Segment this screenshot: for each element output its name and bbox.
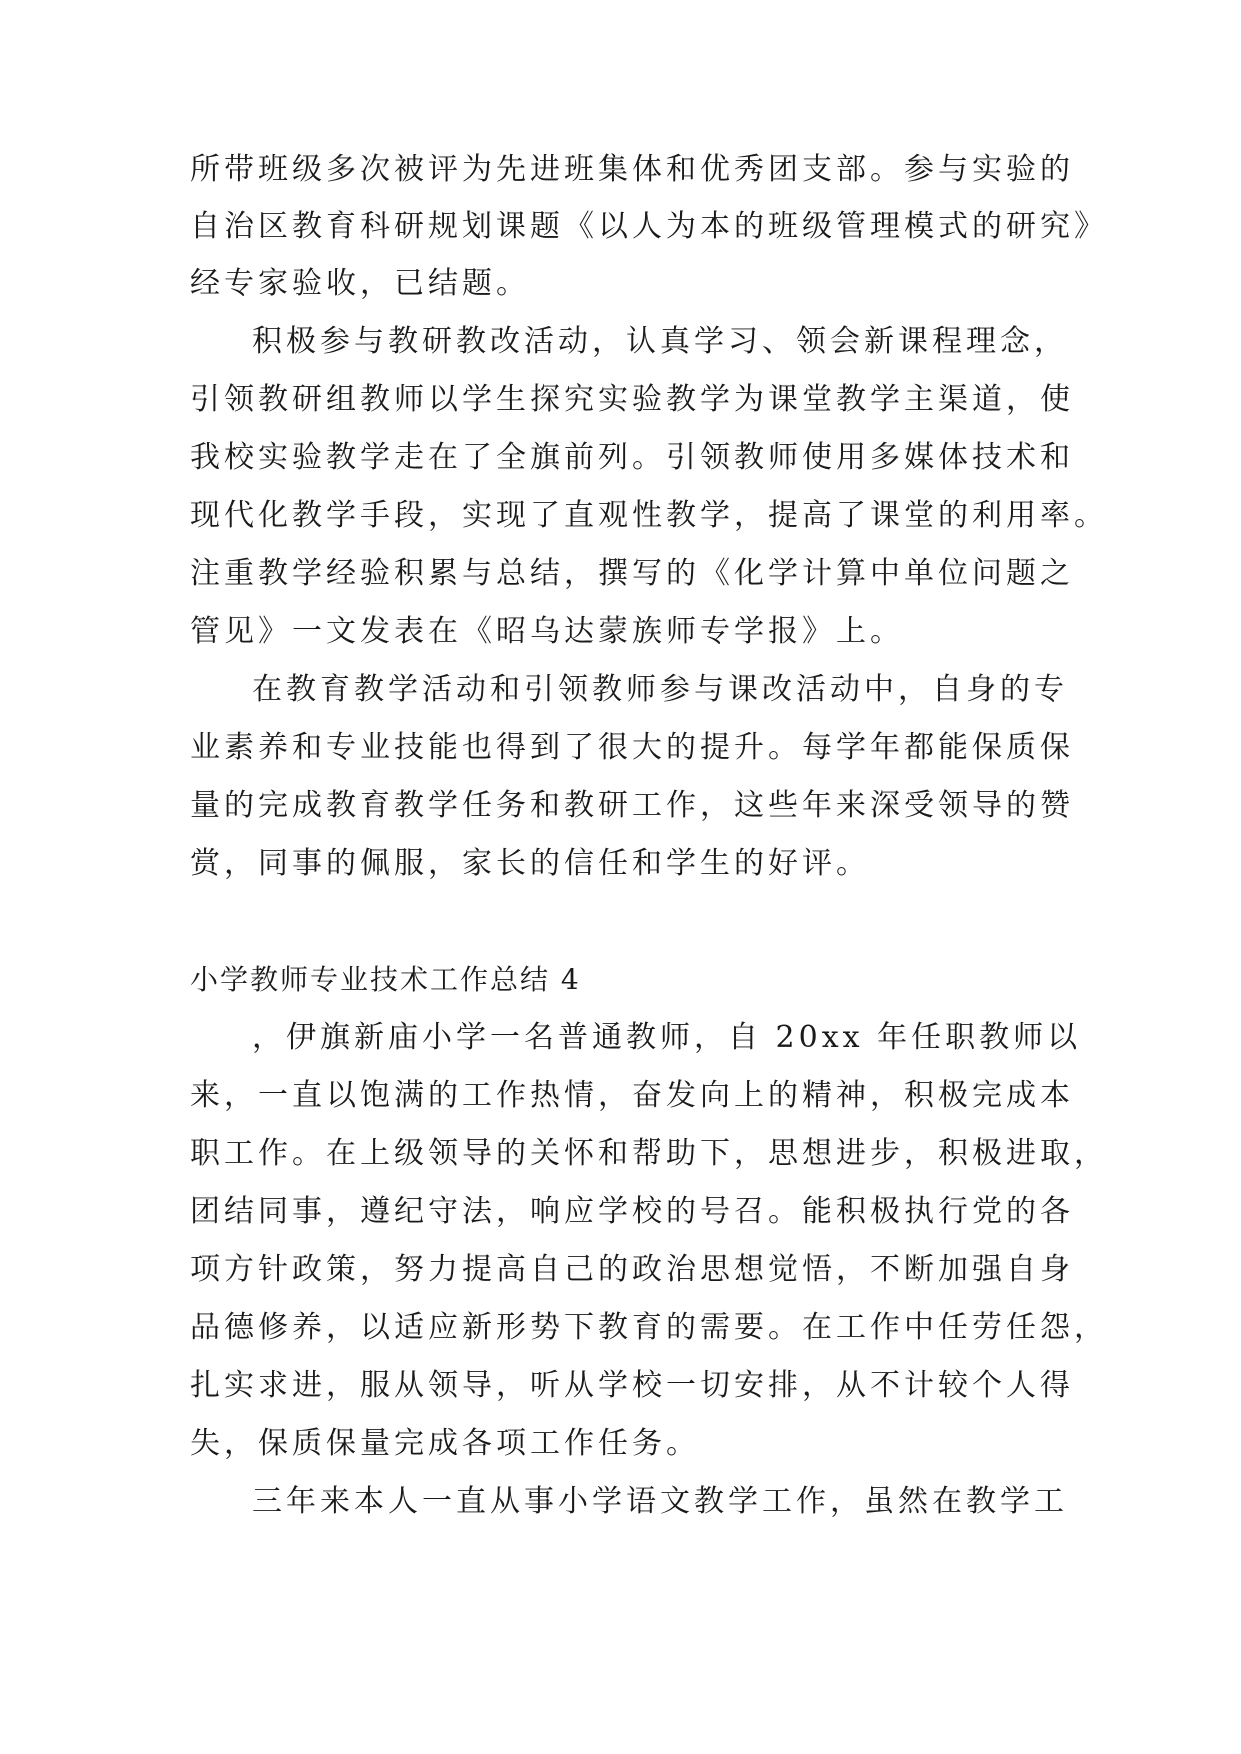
text-line: 引领教研组教师以学生探究实验教学为课堂教学主渠道，使 (190, 382, 1074, 417)
text-line: 失，保质保量完成各项工作任务。 (190, 1426, 700, 1461)
text-line: 赏，同事的佩服，家长的信任和学生的好评。 (190, 846, 870, 881)
text-line: 业素养和专业技能也得到了很大的提升。每学年都能保质保 (190, 730, 1074, 765)
section-heading: 小学教师专业技术工作总结 4 (190, 963, 581, 996)
text-line: 品德修养，以适应新形势下教育的需要。在工作中任劳任怨， (190, 1310, 1108, 1345)
text-line: 职工作。在上级领导的关怀和帮助下，思想进步，积极进取， (190, 1136, 1108, 1171)
text-line: 经专家验收，已结题。 (190, 266, 530, 301)
paragraph-first-line: 积极参与教研教改活动，认真学习、领会新课程理念， (252, 324, 1068, 359)
text-line: 注重教学经验积累与总结，撰写的《化学计算中单位问题之 (190, 556, 1074, 591)
text-line: 团结同事，遵纪守法，响应学校的号召。能积极执行党的各 (190, 1194, 1074, 1229)
paragraph-first-line: 三年来本人一直从事小学语文教学工作，虽然在教学工 (252, 1484, 1068, 1519)
text-line: 扎实求进，服从领导，听从学校一切安排，从不计较个人得 (190, 1368, 1074, 1403)
text-line: 管见》一文发表在《昭乌达蒙族师专学报》上。 (190, 614, 904, 649)
paragraph-first-line: 在教育教学活动和引领教师参与课改活动中，自身的专 (252, 672, 1068, 707)
text-line: 我校实验教学走在了全旗前列。引领教师使用多媒体技术和 (190, 440, 1074, 475)
text-line: 项方针政策，努力提高自己的政治思想觉悟，不断加强自身 (190, 1252, 1074, 1287)
text-line: 量的完成教育教学任务和教研工作，这些年来深受领导的赞 (190, 788, 1074, 823)
text-line: 来，一直以饱满的工作热情，奋发向上的精神，积极完成本 (190, 1078, 1074, 1113)
text-line: 所带班级多次被评为先进班集体和优秀团支部。参与实验的 (190, 152, 1074, 187)
text-line: 现代化教学手段，实现了直观性教学，提高了课堂的利用率。 (190, 498, 1108, 533)
text-line: 自治区教育科研规划课题《以人为本的班级管理模式的研究》 (190, 209, 1108, 244)
paragraph-first-line: ，伊旗新庙小学一名普通教师，自 20xx 年任职教师以 (252, 1020, 1082, 1055)
